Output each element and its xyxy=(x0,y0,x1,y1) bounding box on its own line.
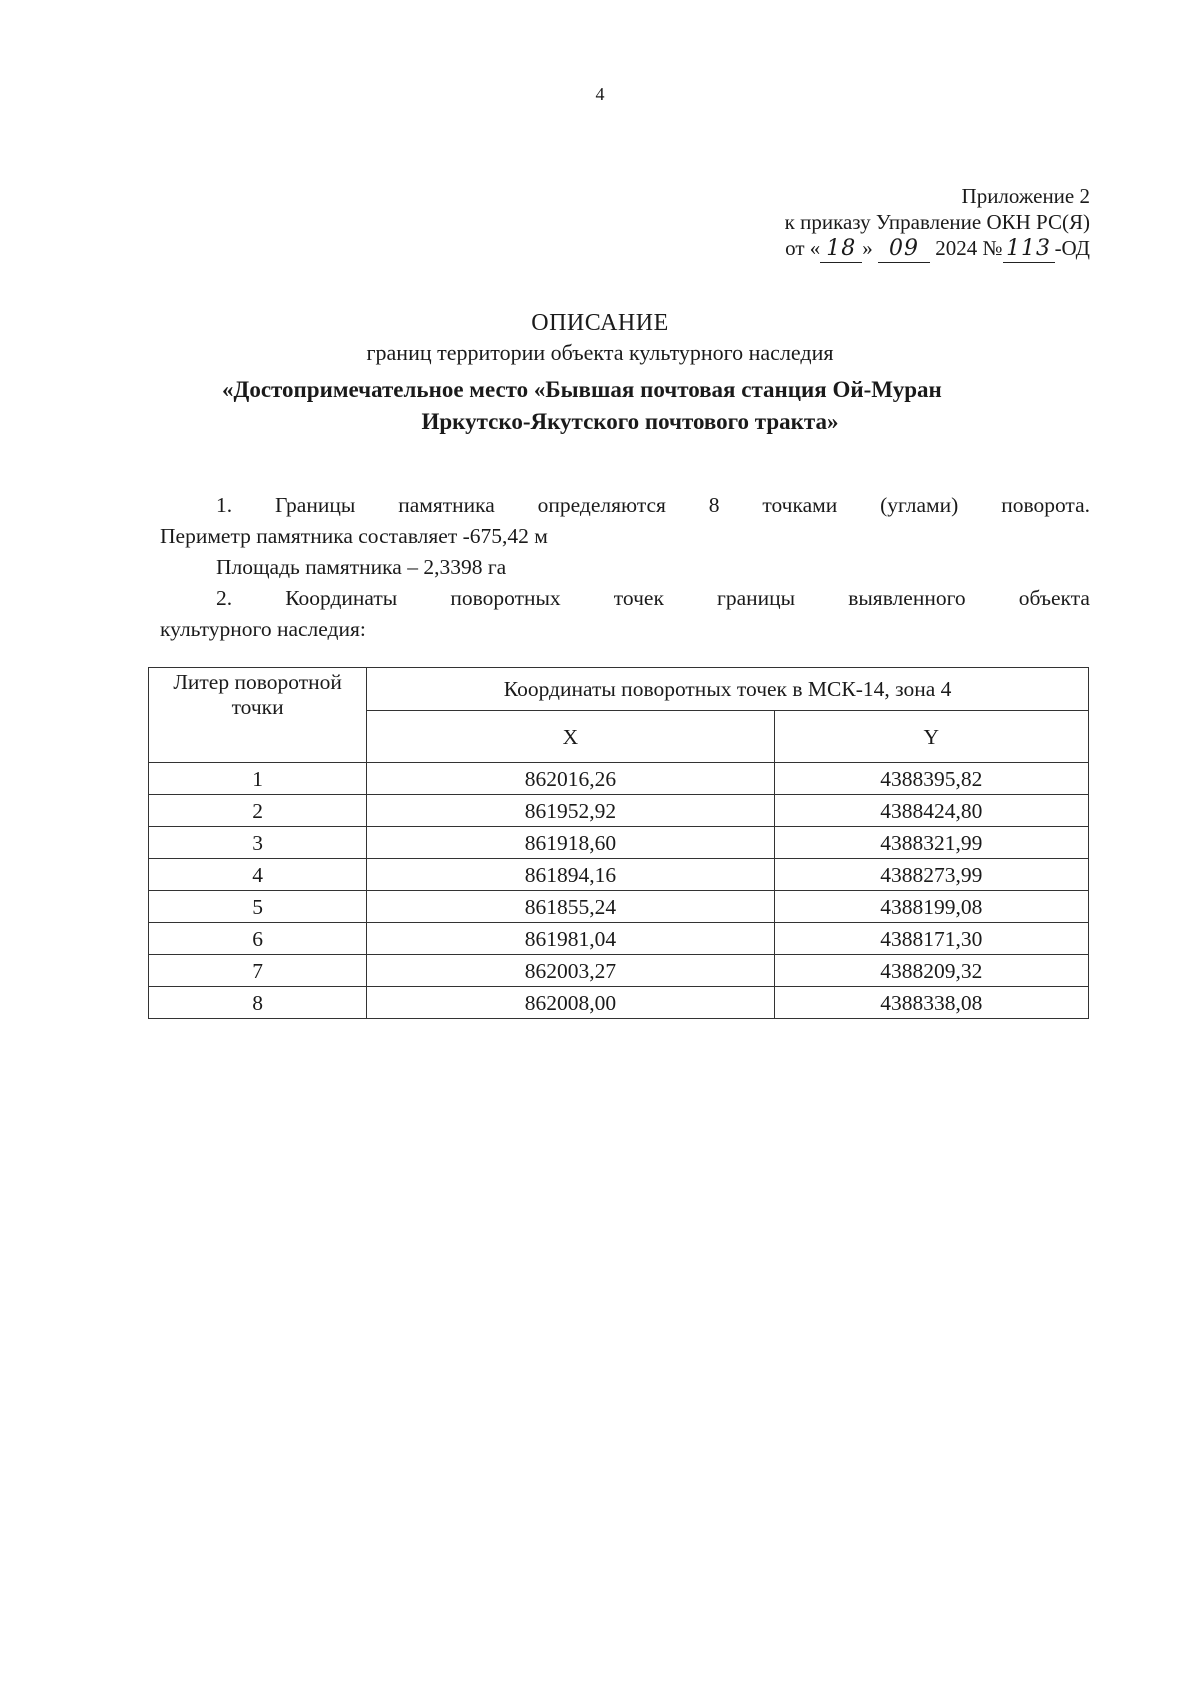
date-year: 2024 xyxy=(935,236,978,260)
y-cell: 4388338,08 xyxy=(774,987,1088,1019)
word: поворота. xyxy=(1001,493,1090,517)
y-cell: 4388273,99 xyxy=(774,859,1088,891)
word: 1. xyxy=(216,493,233,517)
header-coordinates: Координаты поворотных точек в МСК-14, зона 4 xyxy=(367,668,1089,711)
y-cell: 4388209,32 xyxy=(774,955,1088,987)
handwritten-day: 18 xyxy=(820,236,862,263)
word: 2. xyxy=(216,586,233,610)
date-prefix: от « xyxy=(785,236,821,260)
number-prefix: № xyxy=(982,236,1003,260)
point-cell: 7 xyxy=(149,955,367,987)
table-row xyxy=(149,955,1089,987)
paragraph-1-line-1 xyxy=(160,490,1090,521)
word: 8 xyxy=(708,493,720,517)
appendix-title: Приложение 2 xyxy=(961,184,1090,208)
word: выявленного xyxy=(848,586,966,610)
word: памятника xyxy=(398,493,495,517)
y-cell: 4388199,08 xyxy=(774,891,1088,923)
paragraph-1-line-2: Периметр памятника составляет -675,42 м xyxy=(160,524,548,548)
header-point-letter: Литер поворотной точки xyxy=(149,668,367,763)
appendix-header xyxy=(785,183,1090,263)
paragraph-area: Площадь памятника – 2,3398 га xyxy=(216,555,507,579)
point-cell: 8 xyxy=(149,987,367,1019)
word: поворотных xyxy=(450,586,561,610)
title-block xyxy=(0,308,1200,368)
paragraph-2-line-2: культурного наследия: xyxy=(160,617,366,641)
document-subtitle: границ территории объекта культурного наследия xyxy=(366,340,834,365)
word: определяются xyxy=(537,493,666,517)
y-cell: 4388395,82 xyxy=(774,763,1088,795)
handwritten-month: 09 xyxy=(878,236,930,263)
table-row xyxy=(149,795,1089,827)
point-cell: 4 xyxy=(149,859,367,891)
appendix-order-reference: к приказу Управление ОКН РС(Я) xyxy=(784,210,1090,234)
object-name-line-2: Иркутско-Якутского почтового тракта» xyxy=(421,409,839,434)
x-cell: 861981,04 xyxy=(367,923,774,955)
header-y: Y xyxy=(774,711,1088,763)
paragraph-2-line-1 xyxy=(160,583,1090,614)
point-cell: 5 xyxy=(149,891,367,923)
point-cell: 1 xyxy=(149,763,367,795)
word: Границы xyxy=(274,493,356,517)
y-cell: 4388171,30 xyxy=(774,923,1088,955)
body-text xyxy=(160,490,1090,645)
point-cell: 2 xyxy=(149,795,367,827)
x-cell: 861952,92 xyxy=(367,795,774,827)
y-cell: 4388321,99 xyxy=(774,827,1088,859)
coordinates-table xyxy=(148,667,1089,1019)
object-name-line-1: «Достопримечательное место «Бывшая почтовая станция Ой-Муран xyxy=(222,377,942,402)
document-title: ОПИСАНИЕ xyxy=(531,310,669,336)
table-row xyxy=(149,891,1089,923)
word: точек xyxy=(613,586,664,610)
x-cell: 861855,24 xyxy=(367,891,774,923)
x-cell: 862003,27 xyxy=(367,955,774,987)
page-number: 4 xyxy=(595,84,605,104)
y-cell: 4388424,80 xyxy=(774,795,1088,827)
word: Координаты xyxy=(285,586,398,610)
table-row xyxy=(149,827,1089,859)
appendix-date-line xyxy=(785,235,1090,263)
word: границы xyxy=(717,586,796,610)
table-row xyxy=(149,763,1089,795)
x-cell: 862016,26 xyxy=(367,763,774,795)
x-cell: 861918,60 xyxy=(367,827,774,859)
table-row xyxy=(149,923,1089,955)
point-cell: 3 xyxy=(149,827,367,859)
point-cell: 6 xyxy=(149,923,367,955)
number-suffix: -ОД xyxy=(1054,236,1090,260)
word: точками xyxy=(762,493,838,517)
header-x: X xyxy=(367,711,774,763)
word: (углами) xyxy=(880,493,959,517)
word: объекта xyxy=(1018,586,1090,610)
x-cell: 862008,00 xyxy=(367,987,774,1019)
handwritten-order-number: 113 xyxy=(1003,236,1055,263)
table-row xyxy=(149,987,1089,1019)
x-cell: 861894,16 xyxy=(367,859,774,891)
table-row xyxy=(149,859,1089,891)
date-quote-close: » xyxy=(862,236,873,260)
